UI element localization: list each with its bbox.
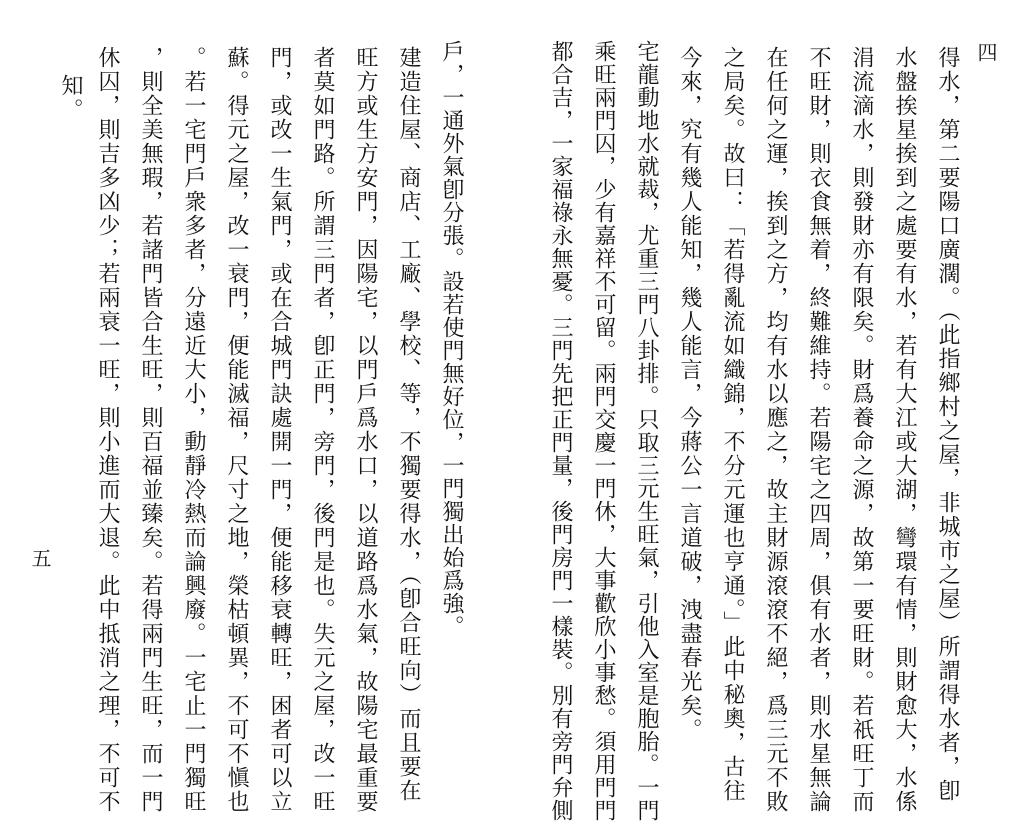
text-column: 得水，第二要陽口廣濶。（此指鄉村之屋，非城市之屋）所謂得水者，卽: [935, 46, 960, 803]
text-column: 水盤挨星挨到之處要有水，若有大江或大湖，彎環有情，則財愈大，水係: [892, 46, 917, 814]
text-column: 今來，究有幾人能知，幾人能言，今蔣公一言道破，洩盡春光矣。: [677, 46, 702, 742]
text-column: 在任何之運，挨到之方，均有水以應之，故主財源滾滾不絕，爲三元不敗: [763, 46, 788, 814]
text-column: 之局矣。故曰：「若得亂流如織錦，不分元運也亨通。」此中秘奧，古往: [720, 46, 745, 803]
page-number-right: 四: [974, 42, 998, 62]
text-column: 涓流滴水，則發財亦有限矣。財爲養命之源，故第一要旺財。若祇旺丁而: [849, 46, 874, 814]
text-column: 門，或改一生氣門，或在合城門訣處開一門，便能移衰轉旺，困者可以立: [267, 46, 292, 814]
page-number-left: 五: [28, 548, 52, 568]
text-column: ，則全美無瑕，若諸門皆合生旺，則百福並臻矣。若得兩門生旺，而一門: [138, 46, 163, 814]
text-column: 建造住屋、商店、工廠、學校、等，不獨要得水，（卽合旺向）而且要在: [396, 46, 421, 803]
text-column: 休囚，則吉多凶少；若兩衰一旺，則小進而大退。此中抵消之理，不可不: [95, 46, 120, 814]
verse-column: 戶，一通外氣卽分張。設若使門無好位，一門獨出始爲強。: [439, 40, 464, 638]
text-column: 蘇。得元之屋，改一衰門，便能滅福，尺寸之地，榮枯頓異，不可不愼也: [224, 46, 249, 814]
text-column: 。若一宅門戶衆多者，分遠近大小，動靜冷熱而論興廢。一宅止一門獨旺: [181, 46, 206, 814]
verse-column: 都合吉，一家福祿永無憂。三門先把正門量，後門房門一樣裝。別有旁門弁側: [548, 40, 573, 822]
verse-column: 宅龍動地水就裁，尤重三門八卦排。只取三元生旺氣，引他入室是胞胎。一門: [634, 40, 659, 822]
text-column: 不旺財，則衣食無着，終難維持。若陽宅之四周，俱有水者，則水星無論: [806, 46, 831, 814]
text-column: 旺方或生方安門，因陽宅，以門戶爲水口，以道路爲水氣，故陽宅最重要: [353, 46, 378, 814]
text-column: 者莫如門路。所謂三門者，卽正門，旁門，後門是也。失元之屋，改一旺: [310, 46, 335, 814]
text-column: 知。: [58, 74, 83, 122]
verse-column: 乘旺兩門囚，少有嘉祥不可留。兩門交慶一門休，大事歡欣小事愁。須用門門: [591, 40, 616, 822]
